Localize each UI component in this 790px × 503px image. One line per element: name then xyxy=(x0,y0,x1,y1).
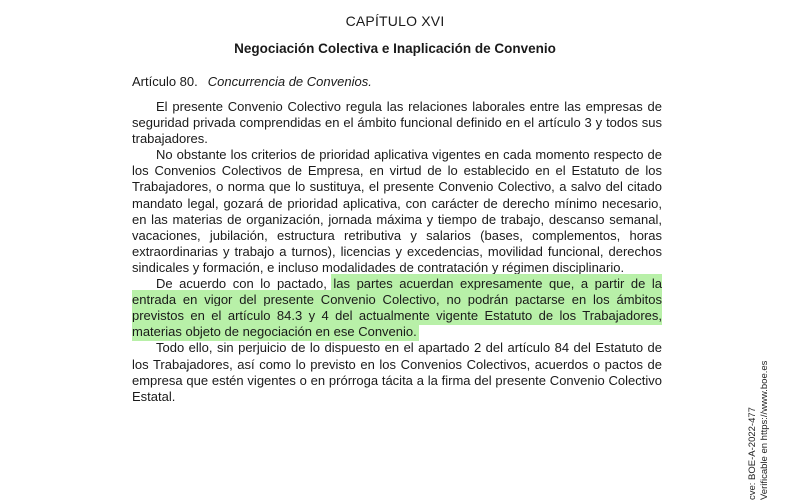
highlighted-text: las partes acuerdan expresamente que, a partir de la entrada en vigor del presente Convenio Colectivo, no podrán pactarse en los ámbitos previstos en el artículo 84.3 y 4 del actualmente vigente Estatuto de los Trabajadores, materias objeto de negociación en ese Convenio. xyxy=(132,276,662,340)
paragraph-3-lead: De acuerdo con lo pactado, xyxy=(156,276,334,292)
article-title: Concurrencia de Convenios. xyxy=(207,74,372,89)
paragraph-3 xyxy=(132,276,662,340)
paragraph-1: El presente Convenio Colectivo regula las relaciones laborales entre las empresas de seguridad privada comprendidas en el ámbito funcional definido en el artículo 3 y todos sus trabajadores. xyxy=(132,99,662,147)
paragraph-2: No obstante los criterios de prioridad aplicativa vigentes en cada momento respecto de los Convenios Colectivos de Empresa, en virtud de lo establecido en el Estatuto de los Trabajadores, o norma que lo sustituya, el presente Convenio Colectivo, a salvo del citado mandato legal, gozará de prioridad aplicativa, con carácter de derecho mínimo necesario, en las materias de organización, jornada máxima y tiempo de trabajo, descanso semanal, vacaciones, jubilación, estructura retributiva y salarios (bases, complementos, horas extraordinarias y trabajo a turnos), licencias y excedencias, movilidad funcional, derechos sindicales y formación, e incluso modalidades de contratación y régimen disciplinario. xyxy=(132,147,662,275)
verification-note xyxy=(735,360,790,500)
article-header xyxy=(132,74,372,89)
article-number: Artículo 80. xyxy=(132,74,198,89)
paragraph-4: Todo ello, sin perjuicio de lo dispuesto en el apartado 2 del artículo 84 del Estatuto de los Trabajadores, así como lo previsto en los Convenios Colectivos, acuerdos o pactos de empresa que estén vigentes o en prórroga tácita a la firma del presente Convenio Colectivo Estatal. xyxy=(132,340,662,404)
cve-code: cve: BOE-A-2022-477 xyxy=(747,407,758,500)
article-body xyxy=(132,99,662,405)
chapter-heading: CAPÍTULO XVI xyxy=(345,13,445,29)
verification-url: Verificable en https://www.boe.es xyxy=(759,360,770,500)
chapter-title: Negociación Colectiva e Inaplicación de Convenio xyxy=(234,41,556,56)
